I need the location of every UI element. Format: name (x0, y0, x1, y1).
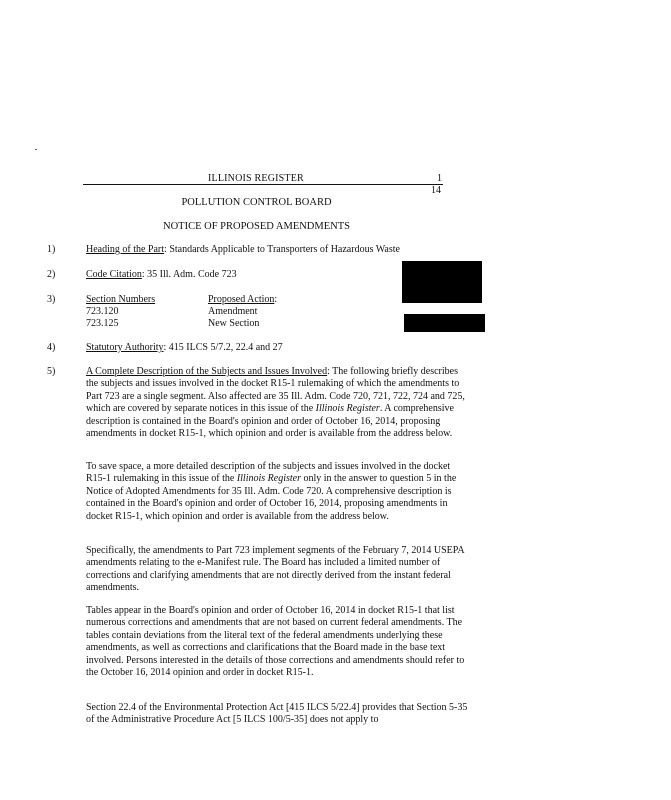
notice-title: NOTICE OF PROPOSED AMENDMENTS (163, 221, 350, 232)
heading-value: : Standards Applicable to Transporters of Hazardous Waste (164, 244, 400, 255)
section-row-2: 723.125 (86, 318, 119, 329)
page-number: 1 (437, 173, 442, 184)
proposed-action-colon: : (274, 294, 278, 305)
action-row-1: Amendment (208, 306, 258, 317)
action-row-2: New Section (208, 318, 260, 329)
citation-value: : 35 Ill. Adm. Code 723 (141, 269, 237, 280)
proposed-action-label: Proposed Action (208, 294, 275, 305)
redaction-block-1 (402, 261, 482, 303)
agency-name: POLLUTION CONTROL BOARD (181, 197, 332, 208)
statutory-authority (86, 342, 283, 353)
proposed-action-header (208, 294, 277, 305)
authority-label: Statutory Authority (86, 342, 164, 353)
citation-label: Code Citation (86, 269, 142, 280)
section-numbers-header: Section Numbers (86, 294, 156, 305)
heading-label: Heading of the Part (86, 244, 165, 255)
volume-number: 14 (431, 185, 441, 196)
item-number-5: 5) (47, 366, 56, 377)
item-number-3: 3) (47, 294, 56, 305)
description-label: A Complete Description of the Subjects and Issues Involved (86, 366, 328, 377)
description-paragraph-3: Specifically, the amendments to Part 723 implement segments of the February 7, 2014 USEPA amendments relating to the e-Manifest rule. The Board has included a limited number of corrections and clarifying amendments that are not directly derived from the instant federal amendments. (86, 545, 465, 594)
authority-value: : 415 ILCS 5/7.2, 22.4 and 27 (163, 342, 283, 353)
code-citation (86, 269, 237, 280)
scan-speck (35, 149, 37, 150)
item-number-1: 1) (47, 244, 56, 255)
register-title: ILLINOIS REGISTER (208, 173, 304, 184)
item-number-4: 4) (47, 342, 56, 353)
description-paragraph-1: A Complete Description of the Subjects and Issues Involved: The following briefly describes the subjects and issues involved in the docket R15-1 rulemaking of which the amendments to Part 723 are a single segment. Also affected are 35 Ill. Adm. Code 720, 721, 722, 724 and 725, which are covered by separate notices in this issue of the Illinois Register. A comprehensive description is contained in the Board's opinion and order of October 16, 2014, proposing amendments in docket R15-1, which opinion and order is available from the address below. (86, 366, 465, 440)
description-paragraph-4: Tables appear in the Board's opinion and order of October 16, 2014 in docket R15-1 that list numerous corrections and amendments that are not based on current federal amendments. The tables contain deviations from the literal text of the federal amendments underlying these amendments, as well as corrections and clarifications that the Board made in the base text involved. Persons interested in the details of those corrections and amendments should refer to the October 16, 2014 opinion and order in docket R15-1. (86, 605, 465, 679)
item-number-2: 2) (47, 269, 56, 280)
header-rule (83, 184, 443, 185)
description-paragraph-5: Section 22.4 of the Environmental Protection Act [415 ILCS 5/22.4] provides that Section 5-35 of the Administrative Procedure Act [5 ILCS 100/5-35] does not apply to (86, 702, 468, 726)
heading-of-part (86, 244, 400, 255)
section-row-1: 723.120 (86, 306, 119, 317)
description-paragraph-2: To save space, a more detailed description of the subjects and issues involved in the docket R15-1 rulemaking in this issue of the Illinois Register only in the answer to question 5 in the Notice of Adopted Amendments for 35 Ill. Adm. Code 720. A comprehensive description is contained in the Board's opinion and order of October 16, 2014, proposing amendments in docket R15-1, which opinion and order is available from the address below. (86, 461, 457, 522)
redaction-block-2 (404, 314, 485, 332)
